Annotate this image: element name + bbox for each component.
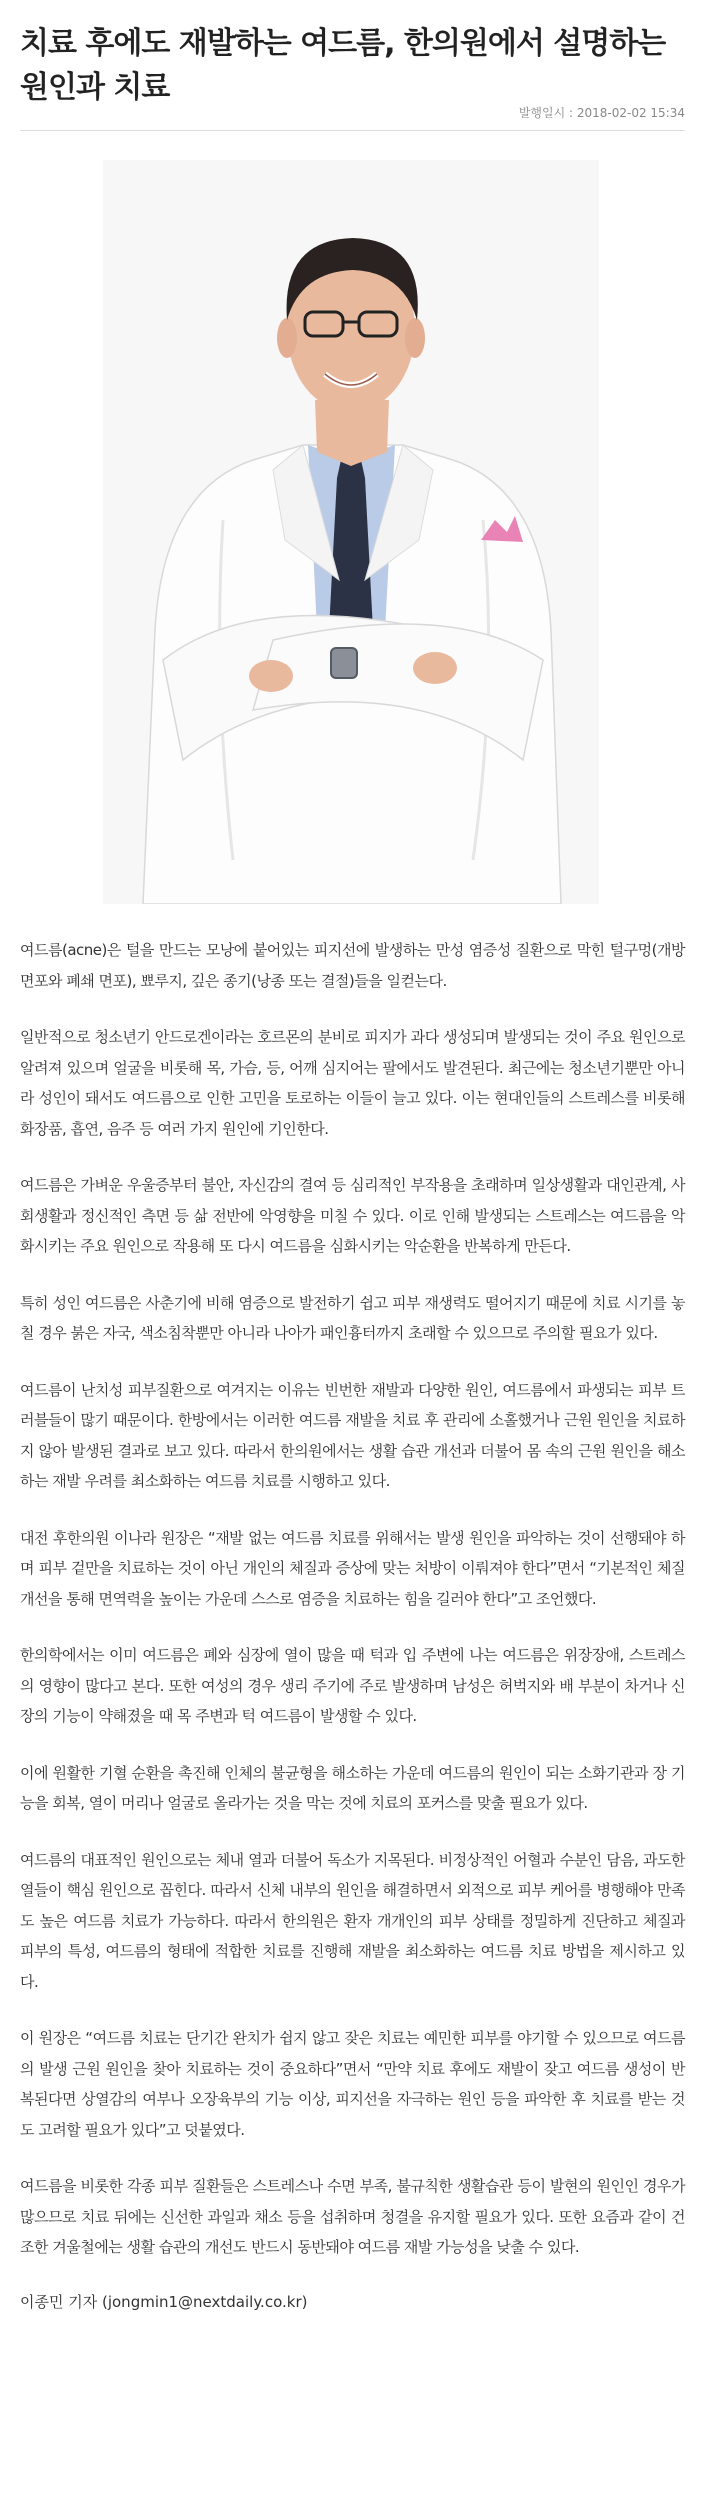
article-paragraph: 여드름은 가벼운 우울증부터 불안, 자신감의 결여 등 심리적인 부작용을 초래하며 일상생활과 대인관계, 사회생활과 정신적인 측면 등 삶 전반에 악영향을 미칠 수 있다. 이로 인해 발생되는 스트레스는 여드름을 악화시키는 주요 원인으로 작용해 또 다시 여드름을 심화시키는 악순환을 반복하게 만든다. [20,1176,685,1255]
article-body [20,935,685,2317]
article-paragraph: 이 원장은 “여드름 치료는 단기간 완치가 쉽지 않고 잦은 치료는 예민한 피부를 야기할 수 있으므로 여드름의 발생 근원 원인을 찾아 치료하는 것이 중요하다”면서 “만약 치료 후에도 재발이 잦고 여드름 생성이 반복된다면 상열감의 여부나 오장육부의 기능 이상, 피지선을 자극하는 원인 등을 파악한 후 치료를 받는 것도 고려할 필요가 있다”고 덧붙였다. [20,2029,685,2139]
article-paragraph: 특히 성인 여드름은 사춘기에 비해 염증으로 발전하기 쉽고 피부 재생력도 떨어지기 때문에 치료 시기를 놓칠 경우 붉은 자국, 색소침착뿐만 아니라 나아가 패인흉터까지 초래할 수 있으므로 주의할 필요가 있다. [20,1293,685,1342]
article-paragraph: 한의학에서는 이미 여드름은 폐와 심장에 열이 많을 때 턱과 입 주변에 나는 여드름은 위장장애, 스트레스의 영향이 많다고 본다. 또한 여성의 경우 생리 주기에 주로 발생하며 남성은 허벅지와 배 부분이 차거나 신장의 기능이 약해졌을 때 목 주변과 턱 여드름이 발생할 수 있다. [20,1646,685,1725]
title-divider [20,130,685,131]
publish-date: 2018-02-02 15:34 [576,106,685,120]
article-paragraph: 여드름(acne)은 털을 만드는 모낭에 붙어있는 피지선에 발생하는 만성 염증성 질환으로 막힌 털구멍(개방 면포와 폐쇄 면포), 뾰루지, 깊은 종기(낭종 또는 결절)들을 일컫는다. [20,941,685,990]
publish-info [20,104,685,121]
article-photo [103,160,599,904]
article-paragraph: 일반적으로 청소년기 안드로겐이라는 호르몬의 분비로 피지가 과다 생성되며 발생되는 것이 주요 원인으로 알려져 있으며 얼굴을 비롯해 목, 가슴, 등, 어깨 심지어는 팔에서도 발견된다. 최근에는 청소년기뿐만 아니라 성인이 돼서도 여드름으로 인한 고민을 토로하는 이들이 늘고 있다. 이는 현대인들의 스트레스를 비롯해 화장품, 흡연, 음주 등 여러 가지 원인에 기인한다. [20,1028,685,1138]
article-paragraph: 여드름을 비롯한 각종 피부 질환들은 스트레스나 수면 부족, 불규칙한 생활습관 등이 발현의 원인인 경우가 많으므로 치료 뒤에는 신선한 과일과 채소 등을 섭취하며 청결을 유지할 필요가 있다. 또한 요즘과 같이 건조한 겨울철에는 생활 습관의 개선도 반드시 동반돼야 여드름 재발 가능성을 낮출 수 있다. [20,2177,685,2256]
article-paragraph: 여드름의 대표적인 원인으로는 체내 열과 더불어 독소가 지목된다. 비정상적인 어혈과 수분인 담음, 과도한 열들이 핵심 원인으로 꼽힌다. 따라서 신체 내부의 원인을 해결하면서 외적으로 피부 케어를 병행해야 만족도 높은 여드름 치료가 가능하다. 따라서 한의원은 환자 개개인의 피부 상태를 정밀하게 진단하고 체질과 피부의 특성, 여드름의 형태에 적합한 치료를 진행해 재발을 최소화하는 여드름 치료 방법을 제시하고 있다. [20,1850,685,1991]
article-paragraph: 이에 원활한 기혈 순환을 촉진해 인체의 불균형을 해소하는 가운데 여드름의 원인이 되는 소화기관과 장 기능을 회복, 열이 머리나 얼굴로 올라가는 것을 막는 것에 치료의 포커스를 맞출 필요가 있다. [20,1763,685,1812]
reporter-byline: 이종민 기자 (jongmin1@nextdaily.co.kr) [20,2292,308,2311]
doctor-portrait-image [103,160,599,904]
article-paragraph: 여드름이 난치성 피부질환으로 여겨지는 이유는 빈번한 재발과 다양한 원인, 여드름에서 파생되는 피부 트러블들이 많기 때문이다. 한방에서는 이러한 여드름 재발을 치료 후 관리에 소홀했거나 근원 원인을 치료하지 않아 발생된 결과로 보고 있다. 따라서 한의원에서는 생활 습관 개선과 더불어 몸 속의 근원 원인을 해소하는 재발 우려를 최소화하는 여드름 치료를 시행하고 있다. [20,1380,685,1490]
article-paragraph: 대전 후한의원 이나라 원장은 “재발 없는 여드름 치료를 위해서는 발생 원인을 파악하는 것이 선행돼야 하며 피부 겉만을 치료하는 것이 아닌 개인의 체질과 증상에 맞는 처방이 이뤄져야 한다”면서 “기본적인 체질 개선을 통해 면역력을 높이는 가운데 스스로 염증을 치료하는 힘을 길러야 한다”고 조언했다. [20,1528,685,1608]
article-title: 치료 후에도 재발하는 여드름, 한의원에서 설명하는 원인과 치료 [20,26,666,105]
publish-label: 발행일시 : [518,106,577,120]
